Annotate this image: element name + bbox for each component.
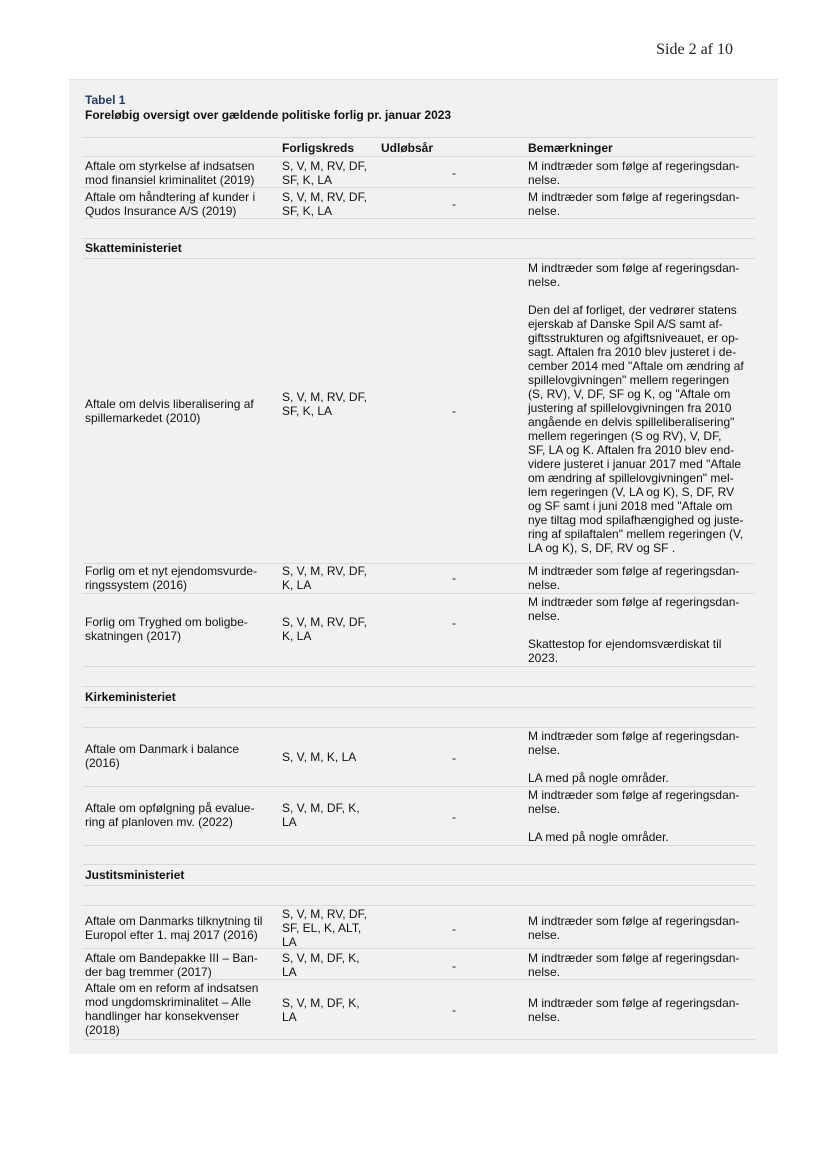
section-justitsministeriet: Justitsministeriet <box>85 868 185 882</box>
row-forligskreds: S, V, M, RV, DF, SF, K, LA <box>282 159 367 187</box>
row-aftale: Aftale om Danmark i balance (2016) <box>85 742 240 770</box>
row-udloebsaar: - <box>452 959 456 973</box>
row-aftale: Aftale om styrkelse af indsatsen mod finansiel kriminalitet (2019) <box>85 159 255 187</box>
table-rule <box>83 864 755 865</box>
row-udloebsaar: - <box>452 751 456 765</box>
row-udloebsaar: - <box>452 197 456 211</box>
row-aftale: Aftale om en reform af indsatsen mod ungdomskriminalitet – Alle handlinger har konsekvenser (2018) <box>85 981 259 1037</box>
table-rule <box>83 156 755 157</box>
table-rule <box>83 1039 755 1040</box>
row-udloebsaar: - <box>452 571 456 585</box>
row-forligskreds: S, V, M, RV, DF, K, LA <box>282 615 367 643</box>
row-forligskreds: S, V, M, RV, DF, K, LA <box>282 564 367 592</box>
row-bemaerkninger: M indtræder som følge af regeringsdan- nelse. LA med på nogle områder. <box>528 729 740 785</box>
table-rule <box>83 686 755 687</box>
table-heading <box>85 93 451 123</box>
column-header-bemaerkninger: Bemærkninger <box>528 141 613 155</box>
row-bemaerkninger: M indtræder som følge af regeringsdan- nelse. Den del af forliget, der vedrører statens ejerskab af Danske Spil A/S samt af- giftsstrukturen og afgiftsniveauet, er op- sagt. Aftalen fra 2010 blev justeret i de- cember 2014 med "Aftale om ændring af spillelovgivningen" mellem regeringen (S, RV), V, DF, SF og K, og "Aftale om justering af spillelovgivningen fra 2010 angående en delvis spilleliberalisering" mellem regeringen (S og RV), V, DF, SF, LA og K. Aftalen fra 2010 blev end- videre justeret i januar 2017 med "Aftale om ændring af spillelovgivningen" mel- lem regeringen (V, LA og K), S, DF, RV og SF samt i juni 2018 med "Aftale om nye tiltag mod spilafhængighed og juste- ring af spilaftalen" mellem regeringen (V, LA og K), S, DF, RV og SF . <box>528 261 744 555</box>
row-forligskreds: S, V, M, DF, K, LA <box>282 801 360 829</box>
table-label: Tabel 1 <box>85 93 126 107</box>
row-udloebsaar: - <box>452 1003 456 1017</box>
table-rule <box>83 979 755 980</box>
section-skatteministeriet: Skatteministeriet <box>85 241 182 255</box>
row-forligskreds: S, V, M, DF, K, LA <box>282 951 360 979</box>
table-title: Foreløbig oversigt over gældende politiske forlig pr. januar 2023 <box>85 108 452 122</box>
table-rule <box>83 845 755 846</box>
row-forligskreds: S, V, M, RV, DF, SF, EL, K, ALT, LA <box>282 907 367 949</box>
table-rule <box>83 885 755 886</box>
row-aftale: Aftale om håndtering af kunder i Qudos Insurance A/S (2019) <box>85 190 256 218</box>
column-header-forligskreds: Forligskreds <box>282 141 355 155</box>
section-kirkeministeriet: Kirkeministeriet <box>85 690 176 704</box>
table-rule <box>83 666 755 667</box>
row-aftale: Aftale om Danmarks tilknytning til Europol efter 1. maj 2017 (2016) <box>85 914 263 942</box>
row-forligskreds: S, V, M, DF, K, LA <box>282 996 360 1024</box>
row-bemaerkninger: M indtræder som følge af regeringsdan- nelse. <box>528 951 740 979</box>
row-bemaerkninger: M indtræder som følge af regeringsdan- nelse. <box>528 564 740 592</box>
row-aftale: Aftale om opfølgning på evalue- ring af planloven mv. (2022) <box>85 801 255 829</box>
table-rule <box>83 948 755 949</box>
row-aftale: Aftale om delvis liberalisering af spillemarkedet (2010) <box>85 397 254 425</box>
table-rule <box>83 238 755 239</box>
row-udloebsaar: - <box>452 404 456 418</box>
column-header-udloebsaar: Udløbsår <box>381 141 434 155</box>
table-rule <box>83 258 755 259</box>
row-forligskreds: S, V, M, RV, DF, SF, K, LA <box>282 390 367 418</box>
row-udloebsaar: - <box>452 810 456 824</box>
table-rule <box>83 137 755 138</box>
table-rule <box>83 593 755 594</box>
row-bemaerkninger: M indtræder som følge af regeringsdan- nelse. LA med på nogle områder. <box>528 788 740 844</box>
table-rule <box>83 187 755 188</box>
row-bemaerkninger: M indtræder som følge af regeringsdan- nelse. <box>528 190 740 218</box>
page-number: Side 2 af 10 <box>656 41 733 58</box>
table-rule <box>83 905 755 906</box>
row-bemaerkninger: M indtræder som følge af regeringsdan- nelse. <box>528 159 740 187</box>
row-udloebsaar: - <box>452 922 456 936</box>
row-aftale: Forlig om et nyt ejendomsvurde- ringssystem (2016) <box>85 564 258 592</box>
row-aftale: Aftale om Bandepakke III – Ban- der bag tremmer (2017) <box>85 951 258 979</box>
row-forligskreds: S, V, M, K, LA <box>282 750 357 764</box>
row-bemaerkninger: M indtræder som følge af regeringsdan- nelse. Skattestop for ejendomsværdiskat til 2023. <box>528 595 740 665</box>
row-bemaerkninger: M indtræder som følge af regeringsdan- nelse. <box>528 996 740 1024</box>
table-rule <box>83 707 755 708</box>
row-forligskreds: S, V, M, RV, DF, SF, K, LA <box>282 190 367 218</box>
table-rule <box>83 218 755 219</box>
row-udloebsaar: - <box>452 616 456 630</box>
row-udloebsaar: - <box>452 166 456 180</box>
table-rule <box>83 786 755 787</box>
table-rule <box>83 727 755 728</box>
row-aftale: Forlig om Tryghed om boligbe- skatningen (2017) <box>85 615 248 643</box>
row-bemaerkninger: M indtræder som følge af regeringsdan- nelse. <box>528 914 740 942</box>
